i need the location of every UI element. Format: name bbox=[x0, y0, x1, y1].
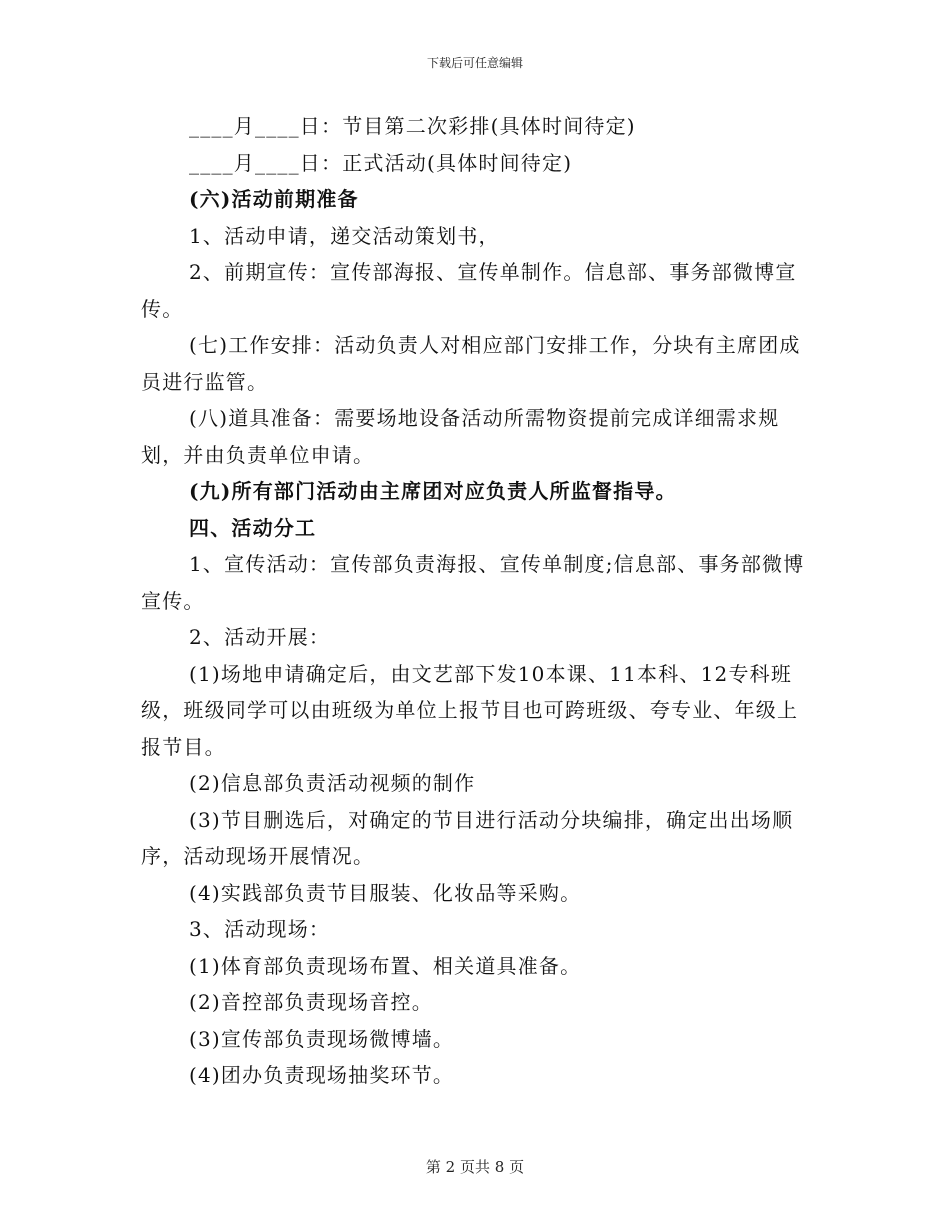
page-footer: 第 2 页共 8 页 bbox=[425, 1158, 525, 1176]
paragraph: (1)体育部负责现场布置、相关道具准备。 bbox=[189, 953, 582, 978]
paragraph: ____月____日：正式活动(具体时间待定) bbox=[189, 150, 573, 175]
paragraph: (4)实践部负责节目服装、化妆品等采购。 bbox=[189, 880, 582, 905]
section-heading: (九)所有部门活动由主席团对应负责人所监督指导。 bbox=[189, 479, 677, 503]
page-header: 下载后可任意编辑 bbox=[426, 56, 523, 70]
paragraph: (4)团办负责现场抽奖环节。 bbox=[189, 1063, 455, 1087]
paragraph: (八)道具准备：需要场地设备活动所需物资提前完成详细需求规划，并由负责单位申请。 bbox=[141, 406, 780, 467]
paragraph: 1、宣传活动：宣传部负责海报、宣传单制度;信息部、事务部微博宣传。 bbox=[141, 552, 805, 613]
paragraph: (2)音控部负责现场音控。 bbox=[189, 990, 433, 1014]
paragraph: ____月____日：节目第二次彩排(具体时间待定) bbox=[189, 114, 636, 138]
paragraph: (2)信息部负责活动视频的制作 bbox=[189, 771, 476, 795]
paragraph: 1、活动申请，递交活动策划书， bbox=[189, 223, 500, 248]
paragraph: 2、前期宣传：宣传部海报、宣传单制作。信息部、事务部微博宣传。 bbox=[141, 260, 797, 321]
paragraph: (1)场地申请确定后，由文艺部下发10本课、11本科、12专科班级，班级同学可以由班级为单位上报节目也可跨班级、夸专业、年级上报节目。 bbox=[141, 661, 799, 759]
document-body bbox=[141, 108, 809, 1094]
paragraph: (3)节目删选后，对确定的节目进行活动分块编排，确定出出场顺序，活动现场开展情况。 bbox=[141, 807, 794, 868]
paragraph: 2、活动开展： bbox=[189, 625, 331, 649]
section-heading: (六)活动前期准备 bbox=[189, 187, 359, 211]
paragraph: 3、活动现场： bbox=[189, 917, 331, 941]
section-heading: 四、活动分工 bbox=[189, 515, 317, 540]
paragraph: (3)宣传部负责现场微博墙。 bbox=[189, 1026, 455, 1051]
paragraph: (七)工作安排：活动负责人对相应部门安排工作，分块有主席团成员进行监管。 bbox=[141, 333, 801, 394]
